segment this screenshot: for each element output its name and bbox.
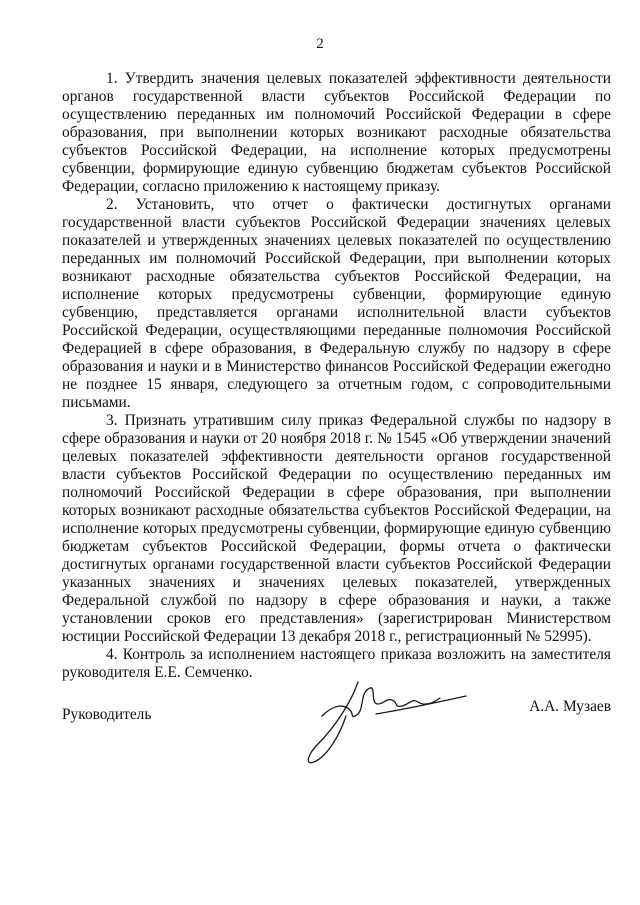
document-body <box>62 70 611 682</box>
paragraph-2: 2. Установить, что отчет о фактически достигнутых органами государственной власти субъектов Российской Федерации значениях целевых показателей и утвержденных значениях целевых показателей по осуществлению переданных им полномочий Российской Федерации, при выполнении которых возникают расходные обязательства субъектов Российской Федерации, на исполнение которых предусмотрены субвенции, формирующие единую субвенцию, представляется органами исполнительной власти субъектов Российской Федерации, осуществляющими переданные полномочия Российской Федерацией в сфере образования, в Федеральную службу по надзору в сфере образования и науки и в Министерство финансов Российской Федерации ежегодно не позднее 15 января, следующего за отчетным годом, с сопроводительными письмами. <box>62 196 611 411</box>
signatory-title: Руководитель <box>62 706 152 723</box>
signature-block <box>62 680 611 780</box>
signatory-name: А.А. Музаев <box>529 698 611 715</box>
paragraph-4: 4. Контроль за исполнением настоящего приказа возложить на заместителя руководителя Е.Е. Семченко. <box>62 646 611 681</box>
handwritten-signature <box>300 674 470 774</box>
signature-stroke-loop <box>308 682 358 763</box>
signature-stroke-tail <box>376 696 466 714</box>
signature-stroke-main <box>322 688 440 717</box>
paragraph-1: 1. Утвердить значения целевых показателей эффективности деятельности органов государственной власти субъектов Российской Федерации по осуществлению переданных им полномочий Российской Федерации в сфере образования, при выполнении которых возникают расходные обязательства субъектов Российской Федерации, на исполнение которых предусмотрены субвенции, формирующие единую субвенцию бюджетам субъектов Российской Федерации, согласно приложению к настоящему приказу. <box>62 70 611 195</box>
page-number: 2 <box>316 36 324 52</box>
paragraph-3: 3. Признать утратившим силу приказ Федеральной службы по надзору в сфере образования и науки от 20 ноября 2018 г. № 1545 «Об утверждении значений целевых показателей эффективности деятельности органов государственной власти субъектов Российской Федерации по осуществлению переданных им полномочий Российской Федерации в сфере образования, при выполнении которых возникают расходные обязательства субъектов Российской Федерации, на исполнение которых предусмотрены субвенции, формирующие единую субвенцию бюджетам субъектов Российской Федерации, формы отчета о фактически достигнутых органами государственной власти субъектов Российской Федерации указанных значениях и значениях целевых показателей, утвержденных Федеральной службой по надзору в сфере образования и науки, а также установлении сроков его представления» (зарегистрирован Министерством юстиции Российской Федерации 13 декабря 2018 г., регистрационный № 52995). <box>62 412 611 645</box>
